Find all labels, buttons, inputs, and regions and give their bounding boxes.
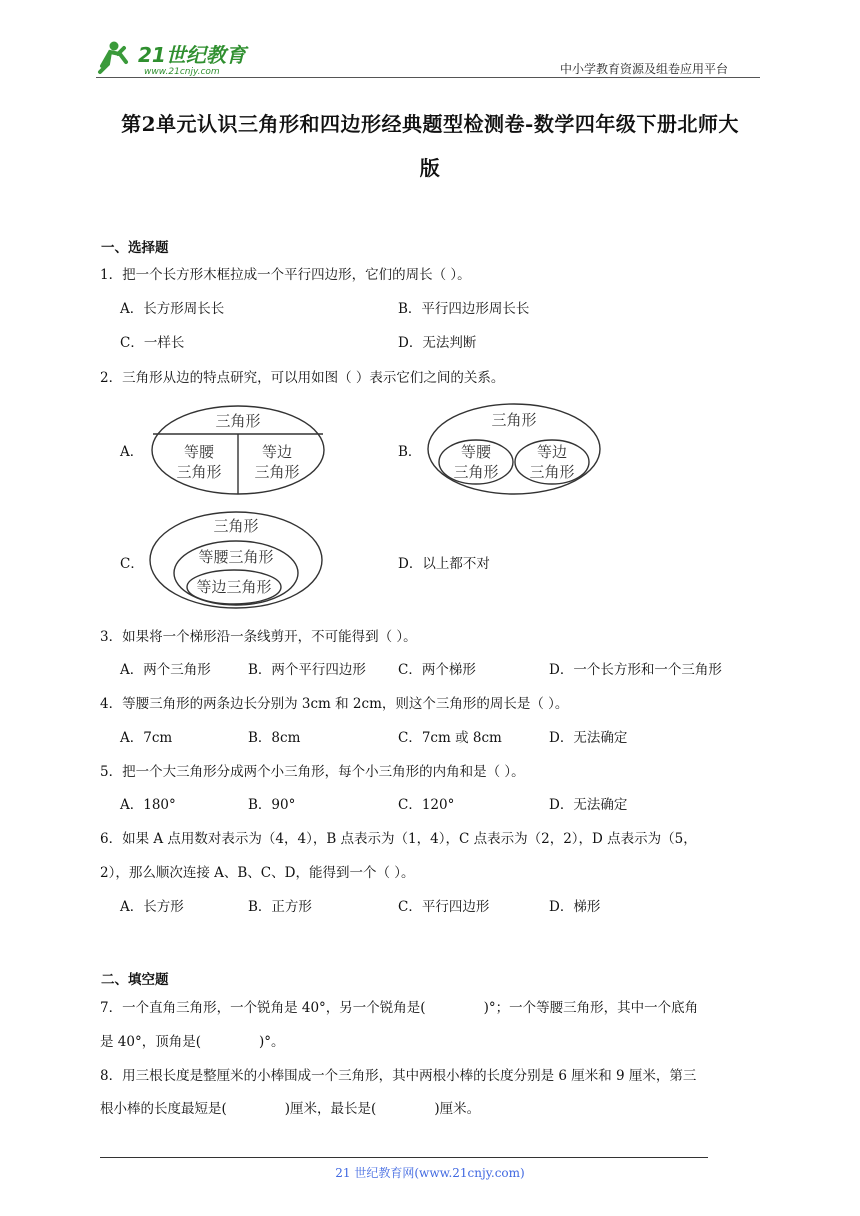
venn-diagram-b bbox=[426, 402, 602, 496]
header-divider bbox=[96, 77, 760, 78]
platform-label: 中小学教育资源及组卷应用平台 bbox=[560, 62, 729, 76]
question-2-stem: 2．三角形从边的特点研究，可以用如图（ ）表示它们之间的关系。 bbox=[100, 370, 505, 386]
diagram-b-top-label: 三角形 bbox=[491, 411, 537, 429]
question-2-option-a[interactable]: A． bbox=[120, 444, 144, 460]
question-7-text-4: )°。 bbox=[259, 1034, 285, 1050]
question-1-option-c[interactable]: C．一样长 bbox=[120, 335, 185, 351]
page-title-line1: 第2单元认识三角形和四边形经典题型检测卷-数学四年级下册北师大 bbox=[121, 112, 739, 136]
question-5-option-a[interactable]: A．180° bbox=[120, 797, 176, 813]
diagram-b-left-label-1: 等腰 bbox=[460, 443, 492, 461]
question-8-text-2: )厘米，最长是( bbox=[284, 1101, 377, 1117]
diagram-a-left-label-2: 三角形 bbox=[176, 463, 222, 481]
diagram-a-right-label-2: 三角形 bbox=[254, 463, 300, 481]
footer-link[interactable]: 21 世纪教育网(www.21cnjy.com) bbox=[335, 1166, 525, 1180]
question-2-option-d[interactable]: D．以上都不对 bbox=[398, 556, 490, 572]
question-6-option-c[interactable]: C．平行四边形 bbox=[398, 899, 490, 915]
question-4-option-d[interactable]: D．无法确定 bbox=[549, 730, 628, 746]
question-5-stem: 5．把一个大三角形分成两个小三角形，每个小三角形的内角和是（ ）。 bbox=[100, 764, 525, 780]
question-6-option-a[interactable]: A．长方形 bbox=[120, 899, 184, 915]
question-6-option-d[interactable]: D．梯形 bbox=[549, 899, 601, 915]
diagram-b-right-label-2: 三角形 bbox=[529, 463, 575, 481]
question-6-stem-line1: 6．如果 A 点用数对表示为（4，4），B 点表示为（1，4），C 点表示为（2，2），D 点表示为（5， bbox=[100, 831, 697, 847]
question-5-option-c[interactable]: C．120° bbox=[398, 797, 455, 813]
question-6-stem-line2: 2），那么顺次连接 A、B、C、D，能得到一个（ ）。 bbox=[100, 865, 415, 881]
diagram-a-right-label-1: 等边 bbox=[261, 443, 293, 461]
question-6-option-b[interactable]: B．正方形 bbox=[248, 899, 312, 915]
question-8-text-1: 根小棒的长度最短是( bbox=[100, 1101, 227, 1117]
venn-diagram-a bbox=[150, 404, 326, 496]
venn-diagram-c bbox=[148, 510, 324, 610]
diagram-c-middle-label: 等腰三角形 bbox=[198, 548, 274, 566]
question-2-option-b[interactable]: B． bbox=[398, 444, 422, 460]
question-8-text-3: )厘米。 bbox=[434, 1101, 481, 1117]
logo-url: www.21cnjy.com bbox=[144, 67, 220, 77]
question-5-option-b[interactable]: B．90° bbox=[248, 797, 296, 813]
question-2-option-c[interactable]: C． bbox=[120, 556, 144, 572]
footer-divider bbox=[100, 1157, 708, 1158]
logo-text: 21世纪教育 bbox=[138, 43, 246, 67]
site-logo bbox=[94, 36, 264, 80]
question-3-option-d[interactable]: D．一个长方形和一个三角形 bbox=[549, 662, 722, 678]
question-8-line1: 8．用三根长度是整厘米的小棒围成一个三角形，其中两根小棒的长度分别是 6 厘米和 9 厘米，第三 bbox=[100, 1068, 697, 1084]
runner-icon bbox=[100, 42, 126, 73]
question-1-stem: 1．把一个长方形木框拉成一个平行四边形，它们的周长（ ）。 bbox=[100, 267, 471, 283]
question-7-line1 bbox=[100, 996, 698, 1016]
question-1-option-b[interactable]: B．平行四边形周长长 bbox=[398, 301, 530, 317]
diagram-a-top-label: 三角形 bbox=[215, 412, 261, 430]
question-4-option-a[interactable]: A．7cm bbox=[120, 730, 173, 746]
question-3-stem: 3．如果将一个梯形沿一条线剪开，不可能得到（ ）。 bbox=[100, 629, 417, 645]
section-heading-fill: 二、填空题 bbox=[101, 972, 169, 988]
question-7-text-1: 7．一个直角三角形，一个锐角是 40°，另一个锐角是( bbox=[100, 1000, 426, 1016]
diagram-c-outer-label: 三角形 bbox=[213, 517, 259, 535]
question-3-option-a[interactable]: A．两个三角形 bbox=[120, 662, 211, 678]
diagram-b-right-label-1: 等边 bbox=[536, 443, 568, 461]
question-7-text-3: 是 40°，顶角是( bbox=[100, 1034, 201, 1050]
diagram-c-inner-label: 等边三角形 bbox=[196, 578, 272, 596]
section-heading-choice: 一、选择题 bbox=[101, 240, 169, 256]
question-8-line2 bbox=[100, 1097, 480, 1117]
question-1-option-a[interactable]: A．长方形周长长 bbox=[120, 301, 225, 317]
question-7-text-2: )°；一个等腰三角形，其中一个底角 bbox=[483, 1000, 699, 1016]
question-4-stem: 4．等腰三角形的两条边长分别为 3cm 和 2cm，则这个三角形的周长是（ ）。 bbox=[100, 696, 569, 712]
page-title-line2: 版 bbox=[419, 156, 441, 180]
diagram-a-left-label-1: 等腰 bbox=[183, 443, 215, 461]
question-3-option-b[interactable]: B．两个平行四边形 bbox=[248, 662, 366, 678]
question-4-option-b[interactable]: B．8cm bbox=[248, 730, 301, 746]
question-1-option-d[interactable]: D．无法判断 bbox=[398, 335, 477, 351]
question-7-line2 bbox=[100, 1030, 285, 1050]
question-3-option-c[interactable]: C．两个梯形 bbox=[398, 662, 476, 678]
question-5-option-d[interactable]: D．无法确定 bbox=[549, 797, 628, 813]
diagram-b-left-label-2: 三角形 bbox=[453, 463, 499, 481]
question-4-option-c[interactable]: C．7cm 或 8cm bbox=[398, 730, 502, 746]
